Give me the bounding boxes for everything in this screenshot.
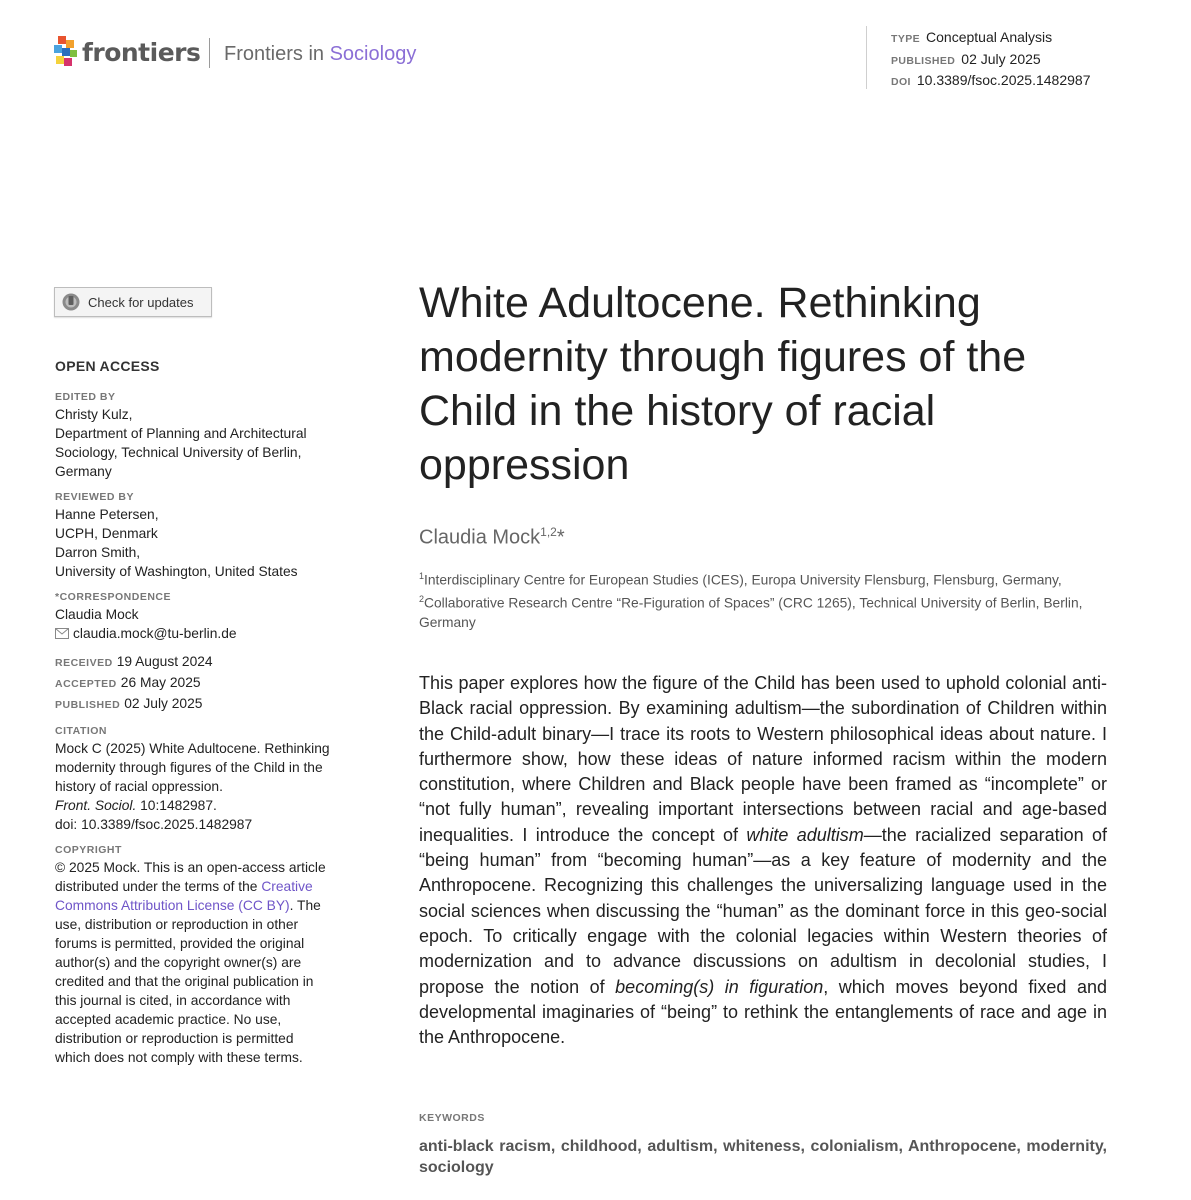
copyright-line: accepted academic practice. No use, [55, 1012, 282, 1027]
author-affiliation-marks: 1,2 [540, 525, 557, 539]
affiliation-2: Collaborative Research Centre “Re-Figuration of Spaces” (CRC 1265), Technical University of Berlin, Berlin, Germany [419, 595, 1083, 631]
copyright-line: which does not comply with these terms. [55, 1050, 303, 1065]
citation-article: 10:1482987. [140, 798, 217, 813]
editor-line: Germany [55, 464, 112, 479]
meta-divider [866, 26, 867, 89]
copyright-line: . The [289, 898, 321, 913]
copyright-line: © 2025 Mock. This is an open-access article [55, 860, 326, 875]
abstract-emphasis: white adultism [746, 824, 864, 845]
correspondent-name: Claudia Mock [55, 607, 139, 622]
article-info-sidebar [55, 357, 365, 1076]
published-date: 02 July 2025 [124, 696, 203, 711]
correspondence-section [55, 590, 365, 643]
received-date: 19 August 2024 [116, 654, 213, 669]
journal-prefix: Frontiers in [224, 43, 325, 65]
open-access-label: OPEN ACCESS [55, 358, 160, 374]
citation-line: Mock C (2025) White Adultocene. Rethinking [55, 741, 330, 756]
keywords-label: KEYWORDS [419, 1112, 485, 1124]
correspondence-email[interactable]: claudia.mock@tu-berlin.de [73, 626, 237, 641]
copyright-line: credited and that the original publication in [55, 974, 314, 989]
header-divider [209, 38, 210, 68]
correspondence-label: *CORRESPONDENCE [55, 591, 172, 603]
article-title: White Adultocene. Rethinking modernity through figures of the Child in the history of racial oppression [419, 279, 1027, 489]
abstract-text: This paper explores how the figure of the Child has been used to uphold colonial anti-Black racial oppression. By examining adultism—the subordination of Children within the Child-adult binary—I trace its roots to Western philosophical ideas about nature. I furthermore show, how these ideas of nature informed racism within the modern constitution, where Children and Black people have been framed as “incomplete” or “not fully human”, revealing important intersections between racial and age-based inequalities. I introduce the concept of [419, 673, 1107, 845]
article-meta [891, 28, 1090, 93]
reviewed-by-section [55, 490, 365, 581]
accepted-label: ACCEPTED [55, 678, 117, 690]
citation-section [55, 724, 365, 834]
citation-line: modernity through figures of the Child in the [55, 760, 323, 775]
published-label: PUBLISHED [891, 54, 956, 67]
brand-name: frontiers [82, 37, 201, 67]
affiliation-number: 2 [419, 594, 425, 605]
editor-line: Department of Planning and Architectural [55, 426, 307, 441]
copyright-line: distributed under the terms of the [55, 879, 258, 894]
journal-field: Sociology [329, 43, 417, 65]
frontiers-logo[interactable] [54, 36, 200, 68]
copyright-line: this journal is cited, in accordance with [55, 993, 291, 1008]
reviewer-line: Hanne Petersen, [55, 507, 159, 522]
doi-label: DOI [891, 76, 911, 88]
keywords: anti-black racism, childhood, adultism, whiteness, colonialism, Anthropocene, modernity, sociology [419, 1138, 1107, 1176]
type-value: Conceptual Analysis [926, 29, 1053, 45]
check-updates-label: Check for updates [88, 294, 194, 310]
correspondence-email-row[interactable] [55, 624, 365, 643]
published-value: 02 July 2025 [961, 50, 1041, 67]
reviewed-by-label: REVIEWED BY [55, 491, 135, 503]
edited-by-section [55, 390, 365, 481]
abstract-text: —the racialized separation of “being human” from “becoming human”—as a key feature of modernity and the Anthropocene. Recognizing this challenges the universalizing language used in the social sciences when discussing the “human” as the dominant force in this geo-social epoch. To critically engage with the colonial legacies within Western theories of modernization and to advance discussions on adultism in decolonial studies, I propose the notion of [419, 824, 1108, 997]
published-label: PUBLISHED [55, 699, 121, 711]
dates-section [55, 652, 365, 715]
citation-doi[interactable]: doi: 10.3389/fsoc.2025.1482987 [55, 817, 253, 832]
received-label: RECEIVED [55, 657, 113, 669]
editor-line: Christy Kulz, [55, 407, 133, 422]
copyright-label: COPYRIGHT [55, 844, 122, 856]
affiliations [419, 567, 1109, 633]
reviewer-line: University of Washington, United States [55, 564, 298, 579]
type-label: TYPE [891, 33, 921, 45]
author-name[interactable]: Claudia Mock [419, 526, 541, 549]
corresponding-mark: * [556, 526, 565, 549]
citation-line: history of racial oppression. [55, 779, 223, 794]
copyright-section [55, 843, 365, 1067]
accepted-date: 26 May 2025 [120, 675, 201, 690]
affiliation-number: 1 [419, 571, 425, 581]
copyright-line: use, distribution or reproduction in other [55, 917, 299, 932]
edited-by-label: EDITED BY [55, 391, 116, 403]
doi-value[interactable]: 10.3389/fsoc.2025.1482987 [916, 72, 1091, 88]
journal-name[interactable] [224, 43, 416, 66]
affiliation-1: Interdisciplinary Centre for European Studies (ICES), Europa University Flensburg, Flensburg, Germany, [424, 572, 1062, 588]
copyright-line: forums is permitted, provided the original [55, 936, 305, 951]
license-link[interactable]: Commons Attribution License (CC BY) [55, 898, 290, 913]
citation-journal: Front. Sociol. [55, 798, 137, 813]
copyright-line: author(s) and the copyright owner(s) are [55, 955, 302, 970]
citation-label: CITATION [55, 725, 108, 737]
check-updates-icon [62, 293, 80, 311]
author-line [419, 525, 565, 550]
abstract [419, 671, 1107, 1050]
editor-line: Sociology, Technical University of Berlin, [55, 445, 302, 460]
copyright-line: distribution or reproduction is permitted [55, 1031, 294, 1046]
reviewer-line: Darron Smith, [55, 545, 141, 560]
check-for-updates-button[interactable] [54, 287, 212, 317]
license-link[interactable]: Creative [261, 879, 313, 894]
envelope-icon [55, 628, 69, 639]
reviewer-line: UCPH, Denmark [55, 526, 158, 541]
abstract-text: , which moves beyond fixed and developmental imaginaries of “being” to rethink the entanglements of race and age in the Anthropocene. [419, 976, 1107, 1048]
abstract-emphasis: becoming(s) in figuration [615, 976, 824, 997]
frontiers-cube-icon [54, 36, 78, 68]
